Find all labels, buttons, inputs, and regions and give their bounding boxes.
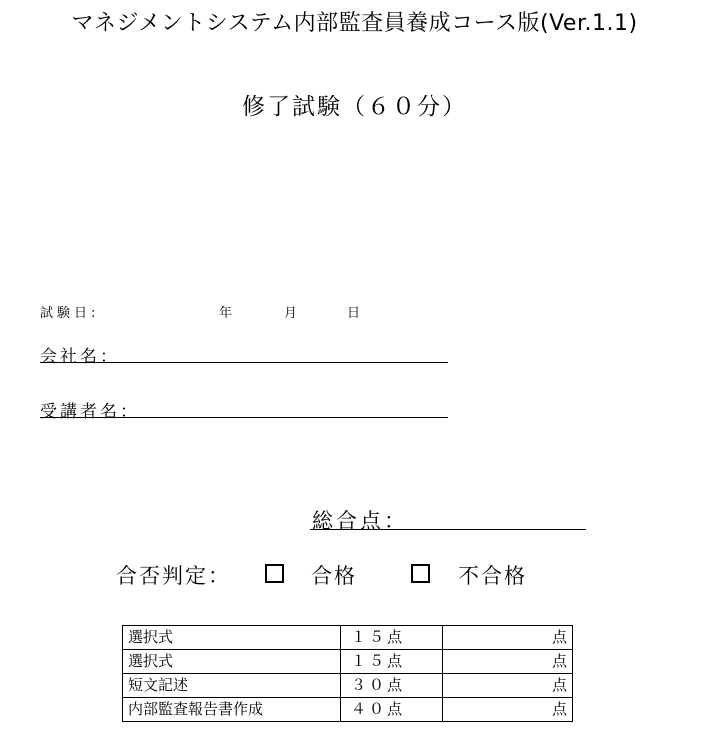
section-allocation: ３０点 <box>341 674 443 698</box>
score-table <box>122 625 573 722</box>
exam-title: 修了試験（６０分） <box>242 94 467 120</box>
section-score: 点 <box>443 626 573 650</box>
section-allocation: １５点 <box>341 626 443 650</box>
section-name: 短文記述 <box>123 674 341 698</box>
examinee-name-line <box>40 417 448 418</box>
fail-checkbox[interactable] <box>411 564 430 583</box>
date-month-label: 月 <box>284 306 298 321</box>
section-name: 選択式 <box>123 650 341 674</box>
date-year-label: 年 <box>219 306 233 321</box>
table-row <box>123 626 573 650</box>
judgement-label: 合否判定： <box>116 564 231 588</box>
table-row <box>123 650 573 674</box>
exam-date-label: 試験日: <box>40 306 100 321</box>
company-name-line <box>40 362 448 363</box>
total-score-line <box>310 529 586 530</box>
total-score-label: 総合点： <box>312 509 408 533</box>
table-row <box>123 674 573 698</box>
section-score: 点 <box>443 674 573 698</box>
fail-label: 不合格 <box>458 564 527 588</box>
section-name: 選択式 <box>123 626 341 650</box>
table-row <box>123 698 573 722</box>
section-score: 点 <box>443 650 573 674</box>
section-name: 内部監査報告書作成 <box>123 698 341 722</box>
company-name-label: 会社名： <box>40 347 120 367</box>
section-score: 点 <box>443 698 573 722</box>
examinee-name-label: 受講者名： <box>40 402 140 422</box>
section-allocation: １５点 <box>341 650 443 674</box>
pass-checkbox[interactable] <box>265 564 284 583</box>
pass-label: 合格 <box>311 564 357 588</box>
header-title: マネジメントシステム内部監査員養成コース版(Ver.1.1) <box>71 11 638 36</box>
date-day-label: 日 <box>347 306 361 321</box>
section-allocation: ４０点 <box>341 698 443 722</box>
